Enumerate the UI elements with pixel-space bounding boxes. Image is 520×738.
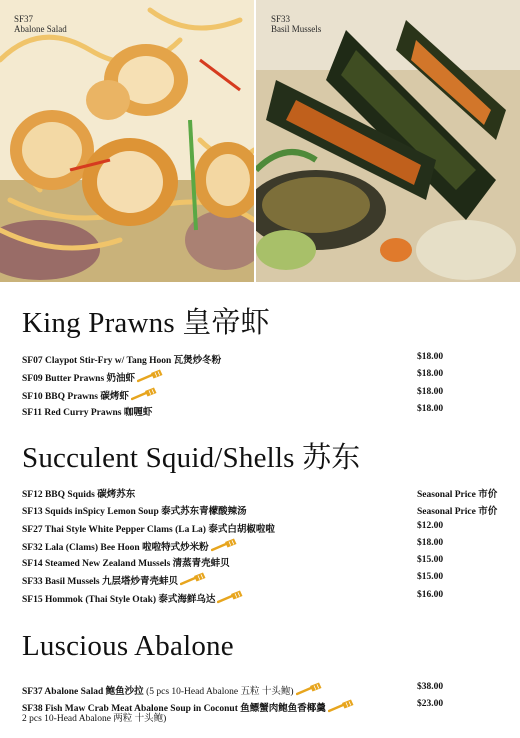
right-photo-name: Basil Mussels <box>271 24 322 34</box>
menu-item-label: SF09 Butter Prawns 奶油虾 <box>22 374 136 385</box>
menu-item <box>22 404 502 421</box>
menu-item <box>22 572 502 589</box>
menu-item-price: Seasonal Price 市价 <box>417 507 498 518</box>
golden-spatula-icon <box>211 538 237 555</box>
section-luscious-abalone <box>22 630 502 725</box>
menu-item <box>22 555 502 572</box>
menu-item-label: SF38 Fish Maw Crab Meat Abalone Soup in Coconut 鱼鳔蟹肉鲍鱼香椰羹 <box>22 704 326 715</box>
menu-item-price: $18.00 <box>417 537 444 548</box>
right-photo-code: SF33 <box>271 14 291 24</box>
menu-item-price: $18.00 <box>417 386 444 397</box>
menu-item-label: SF15 Hommok (Thai Style Otak) 泰式海鲜乌达 <box>22 594 216 605</box>
menu-item <box>22 369 502 386</box>
menu-item <box>22 486 502 503</box>
menu-item <box>22 682 502 699</box>
photo-strip <box>0 0 520 282</box>
golden-spatula-icon <box>131 387 157 404</box>
menu-item-price: $18.00 <box>417 369 444 380</box>
golden-spatula-icon <box>137 369 163 386</box>
menu-item <box>22 699 502 727</box>
menu-item-name: SF27 Thai Style White Pepper Clams (La La) 泰式白胡椒啦啦 <box>22 524 275 535</box>
golden-spatula-icon <box>296 682 322 699</box>
menu-item-label: SF32 Lala (Clams) Bee Hoon 啦啦特式炒米粉 <box>22 542 209 553</box>
section-title: Succulent Squid/Shells 苏东 <box>22 442 361 474</box>
menu-item-name <box>22 572 206 589</box>
menu-item-name <box>22 590 243 607</box>
menu-item-label: SF37 Abalone Salad 鲍鱼沙拉 <box>22 687 144 697</box>
left-photo-code: SF37 <box>14 14 34 24</box>
menu-item <box>22 352 502 369</box>
section-title: King Prawns 皇帝虾 <box>22 307 270 339</box>
basil-mussels-image <box>256 0 520 282</box>
menu-item-price: Seasonal Price 市价 <box>417 490 498 500</box>
menu-item-price: $12.00 <box>417 520 444 531</box>
abalone-salad-image <box>0 0 254 282</box>
menu-item-name: SF13 Squids inSpicy Lemon Soup 泰式苏东青檬酸辣汤 <box>22 507 247 518</box>
menu-item-price: $15.00 <box>417 555 444 566</box>
menu-list <box>22 486 502 607</box>
menu-item-label: SF10 BBQ Prawns 碳烤虾 <box>22 391 129 402</box>
right-photo-caption <box>271 14 321 34</box>
golden-spatula-icon <box>180 572 206 589</box>
menu-item-name <box>22 682 322 699</box>
menu-item-price: $23.00 <box>417 699 444 710</box>
menu-item <box>22 538 502 555</box>
menu-item-price: $15.00 <box>417 572 444 583</box>
section-king-prawns <box>22 300 502 418</box>
menu-item-name: SF11 Red Curry Prawns 咖喱虾 <box>22 407 153 418</box>
menu-item-name: SF07 Claypot Stir-Fry w/ Tang Hoon 瓦煲炒冬粉 <box>22 356 222 366</box>
menu-item-label: SF33 Basil Mussels 九层塔炒青壳蚌贝 <box>22 577 178 588</box>
section-title: Luscious Abalone <box>22 630 234 662</box>
menu-item <box>22 521 502 538</box>
menu-item-name: SF12 BBQ Squids 碳烤苏东 <box>22 490 136 500</box>
menu-item-note: (5 pcs 10-Head Abalone 五粒 十头鲍) <box>143 687 294 697</box>
menu-item-price: $18.00 <box>417 403 444 414</box>
abalone-salad-photo <box>0 0 254 282</box>
menu-item-name <box>22 538 237 555</box>
menu-item-price: $38.00 <box>417 682 444 692</box>
menu-item-name <box>22 369 163 386</box>
menu-item <box>22 387 502 404</box>
golden-spatula-icon <box>217 590 243 607</box>
left-photo-caption <box>14 14 67 34</box>
golden-spatula-icon <box>328 699 354 716</box>
menu-item-note: 2 pcs 10-Head Abalone 两粒 十头鲍) <box>22 714 167 725</box>
menu-item-price: $16.00 <box>417 589 444 600</box>
menu-list <box>22 352 502 421</box>
menu-item <box>22 590 502 607</box>
left-photo-name: Abalone Salad <box>14 24 67 34</box>
menu-item <box>22 503 502 520</box>
menu-item-price: $18.00 <box>417 352 444 362</box>
menu-item-name <box>22 387 157 404</box>
basil-mussels-photo <box>256 0 520 282</box>
menu-list <box>22 682 502 727</box>
section-squid-shells <box>22 435 502 605</box>
menu-item-name: SF14 Steamed New Zealand Mussels 清蒸青壳蚌贝 <box>22 559 230 570</box>
